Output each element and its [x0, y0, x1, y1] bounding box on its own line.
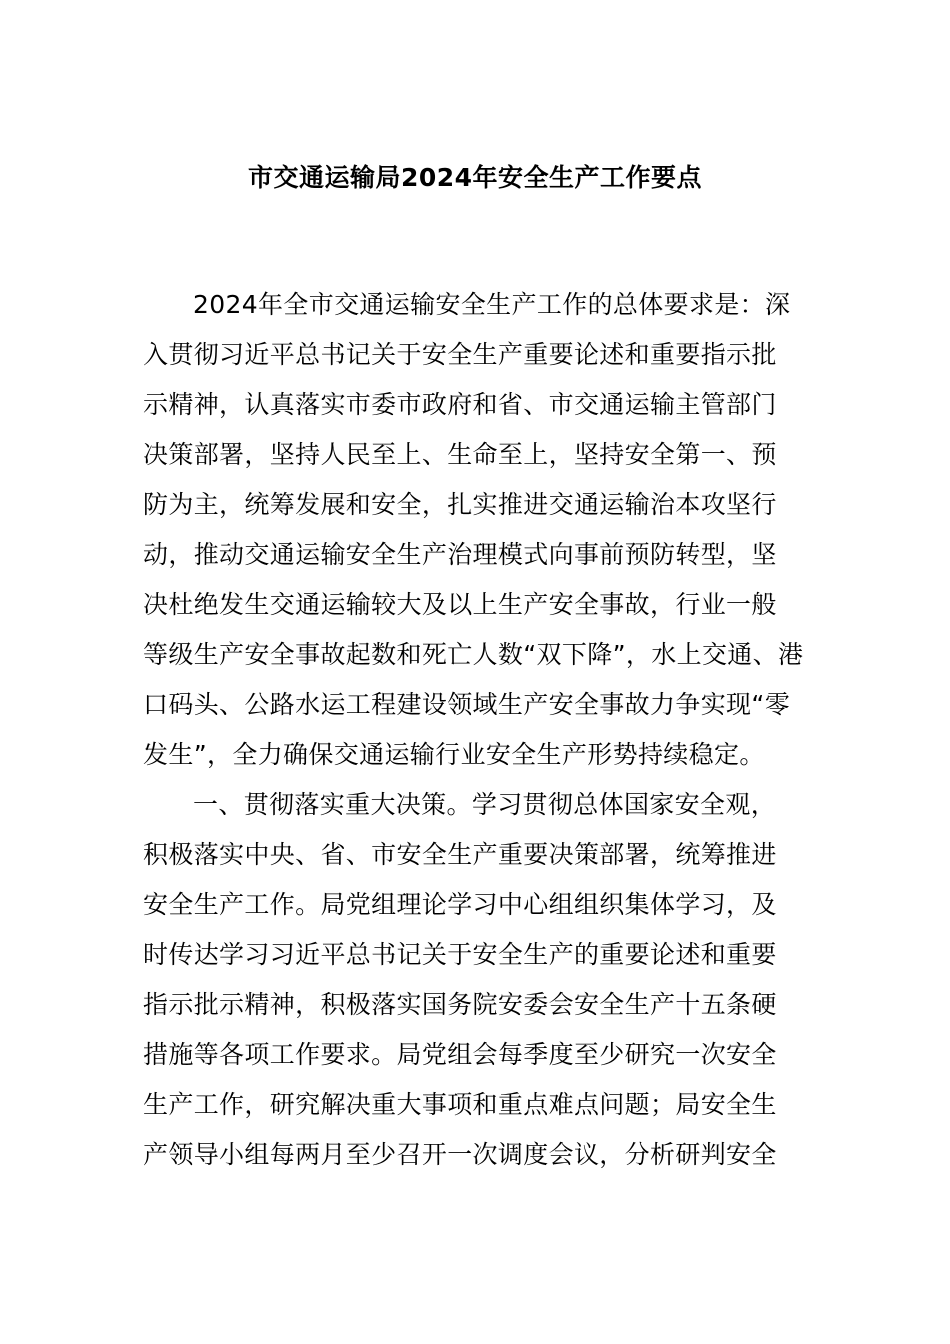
text-line: 生产工作，研究解决重大事项和重点难点问题；局安全生: [143, 1090, 777, 1119]
text-line: 积极落实中央、省、市安全生产重要决策部署，统筹推进: [143, 840, 777, 869]
text-line: 口码头、公路水运工程建设领域生产安全事故力争实现“零: [143, 690, 791, 719]
text-line: 时传达学习习近平总书记关于安全生产的重要论述和重要: [143, 940, 777, 969]
paragraph-general-requirements: [143, 280, 805, 780]
paragraph-section-one: [143, 780, 805, 1180]
text-line: 动，推动交通运输安全生产治理模式向事前预防转型，坚: [143, 540, 777, 569]
text-line: 入贯彻习近平总书记关于安全生产重要论述和重要指示批: [143, 340, 777, 369]
text-line: 发生”，全力确保交通运输行业安全生产形势持续稳定。: [143, 740, 765, 769]
text-line: 产领导小组每两月至少召开一次调度会议，分析研判安全: [143, 1140, 777, 1169]
text-line: 安全生产工作。局党组理论学习中心组组织集体学习，及: [143, 890, 777, 919]
text-line: 防为主，统筹发展和安全，扎实推进交通运输治本攻坚行: [143, 490, 777, 519]
text-line: 等级生产安全事故起数和死亡人数“双下降”，水上交通、港: [143, 640, 804, 669]
text-line: 决杜绝发生交通运输较大及以上生产安全事故，行业一般: [143, 590, 777, 619]
document-body: [143, 280, 805, 1180]
text-line: 决策部署，坚持人民至上、生命至上，坚持安全第一、预: [143, 440, 777, 469]
document-title: 市交通运输局2024年安全生产工作要点: [247, 163, 703, 192]
text-line: 示精神，认真落实市委市政府和省、市交通运输主管部门: [143, 390, 777, 419]
text-line: 一、贯彻落实重大决策。学习贯彻总体国家安全观，: [193, 790, 777, 819]
text-line: 2024年全市交通运输安全生产工作的总体要求是：深: [193, 290, 791, 319]
text-line: 指示批示精神，积极落实国务院安委会安全生产十五条硬: [143, 990, 777, 1019]
text-line: 措施等各项工作要求。局党组会每季度至少研究一次安全: [143, 1040, 777, 1069]
